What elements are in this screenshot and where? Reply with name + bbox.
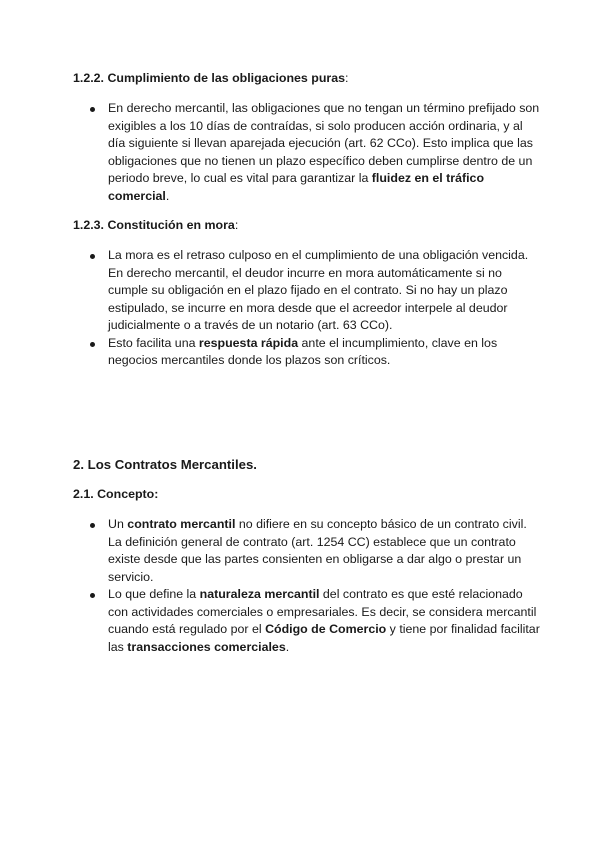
list-item — [73, 100, 540, 205]
heading-suffix: : — [345, 71, 349, 85]
section-title: Cumplimiento de las obligaciones puras — [107, 71, 346, 85]
list-item — [73, 586, 540, 656]
section-1-2-3 — [73, 217, 540, 235]
bullet-text: . — [165, 188, 170, 203]
bullet-text: y tiene por finalidad facilitar las — [108, 622, 540, 654]
bullet-text: La mora es el retraso culposo en el cumplimiento de una obligación vencida. En derecho mercantil, el deudor incurre en mora automáticamente si no cumple su obligación en el plazo fijado en el contrato. Si no hay un plazo estipulado, se incurre en mora desde que el acreedor interpele al deudor judicialmente o a través de un notario (art. 63 CCo). — [108, 248, 529, 332]
heading-suffix: : — [234, 218, 239, 232]
section-1-2-2 — [73, 70, 540, 88]
bold-text: contrato mercantil — [127, 517, 236, 531]
section-number: 1.2.3. — [73, 218, 105, 232]
section-heading — [73, 217, 540, 235]
bullet-text: En derecho mercantil, las obligaciones que no tengan un término prefijado son exigibles a los 10 días de contraídas, si solo producen acción ordinaria, y al día siguiente si llevan aparejada ejecución (art. 62 CCo). Esto implica que las obligaciones que no tienen un plazo específico deben cumplirse dentro de un periodo breve, lo cual es vital para garantizar la — [108, 101, 540, 185]
heading-suffix-wrap — [345, 70, 348, 88]
bold-text: Código de Comercio — [265, 622, 387, 636]
bullet-text: . — [285, 639, 290, 654]
list-item — [73, 247, 540, 335]
bullet-text: Un — [108, 517, 128, 531]
bullet-text: ante el incumplimiento, clave en los negocios mercantiles donde los plazos son críticos. — [108, 335, 498, 367]
section-2 — [73, 456, 540, 474]
section-2-1 — [73, 486, 540, 504]
section-2-1-list — [73, 516, 540, 656]
bullet-text: Lo que define la — [108, 587, 200, 601]
section-heading — [73, 70, 540, 88]
bold-text: transacciones comerciales — [127, 639, 286, 654]
chapter-heading: 2. Los Contratos Mercantiles. — [73, 457, 257, 472]
list-item — [73, 335, 540, 370]
section-heading: 2.1. Concepto: — [73, 487, 159, 501]
bullet-text: del contrato es que esté relacionado con actividades comerciales o empresariales. Es decir, se considera mercantil cuando está regulado por el — [108, 587, 537, 636]
section-1-2-3-list — [73, 247, 540, 370]
bold-text: fluidez en el tráfico comercial — [108, 171, 485, 203]
section-title: Constitución en mora — [107, 218, 235, 232]
bold-text: naturaleza mercantil — [199, 587, 320, 601]
section-1-2-2-list — [73, 100, 540, 205]
bold-text: respuesta rápida — [198, 335, 299, 350]
list-item — [73, 516, 540, 586]
bullet-text: Esto facilita una — [108, 335, 199, 350]
bullet-text: no difiere en su concepto básico de un contrato civil. La definición general de contrato (art. 1254 CC) establece que un contrato existe desde que las partes consienten en obligarse a dar algo o prestar un servicio. — [108, 517, 527, 584]
section-number: 1.2.2. — [73, 71, 105, 85]
